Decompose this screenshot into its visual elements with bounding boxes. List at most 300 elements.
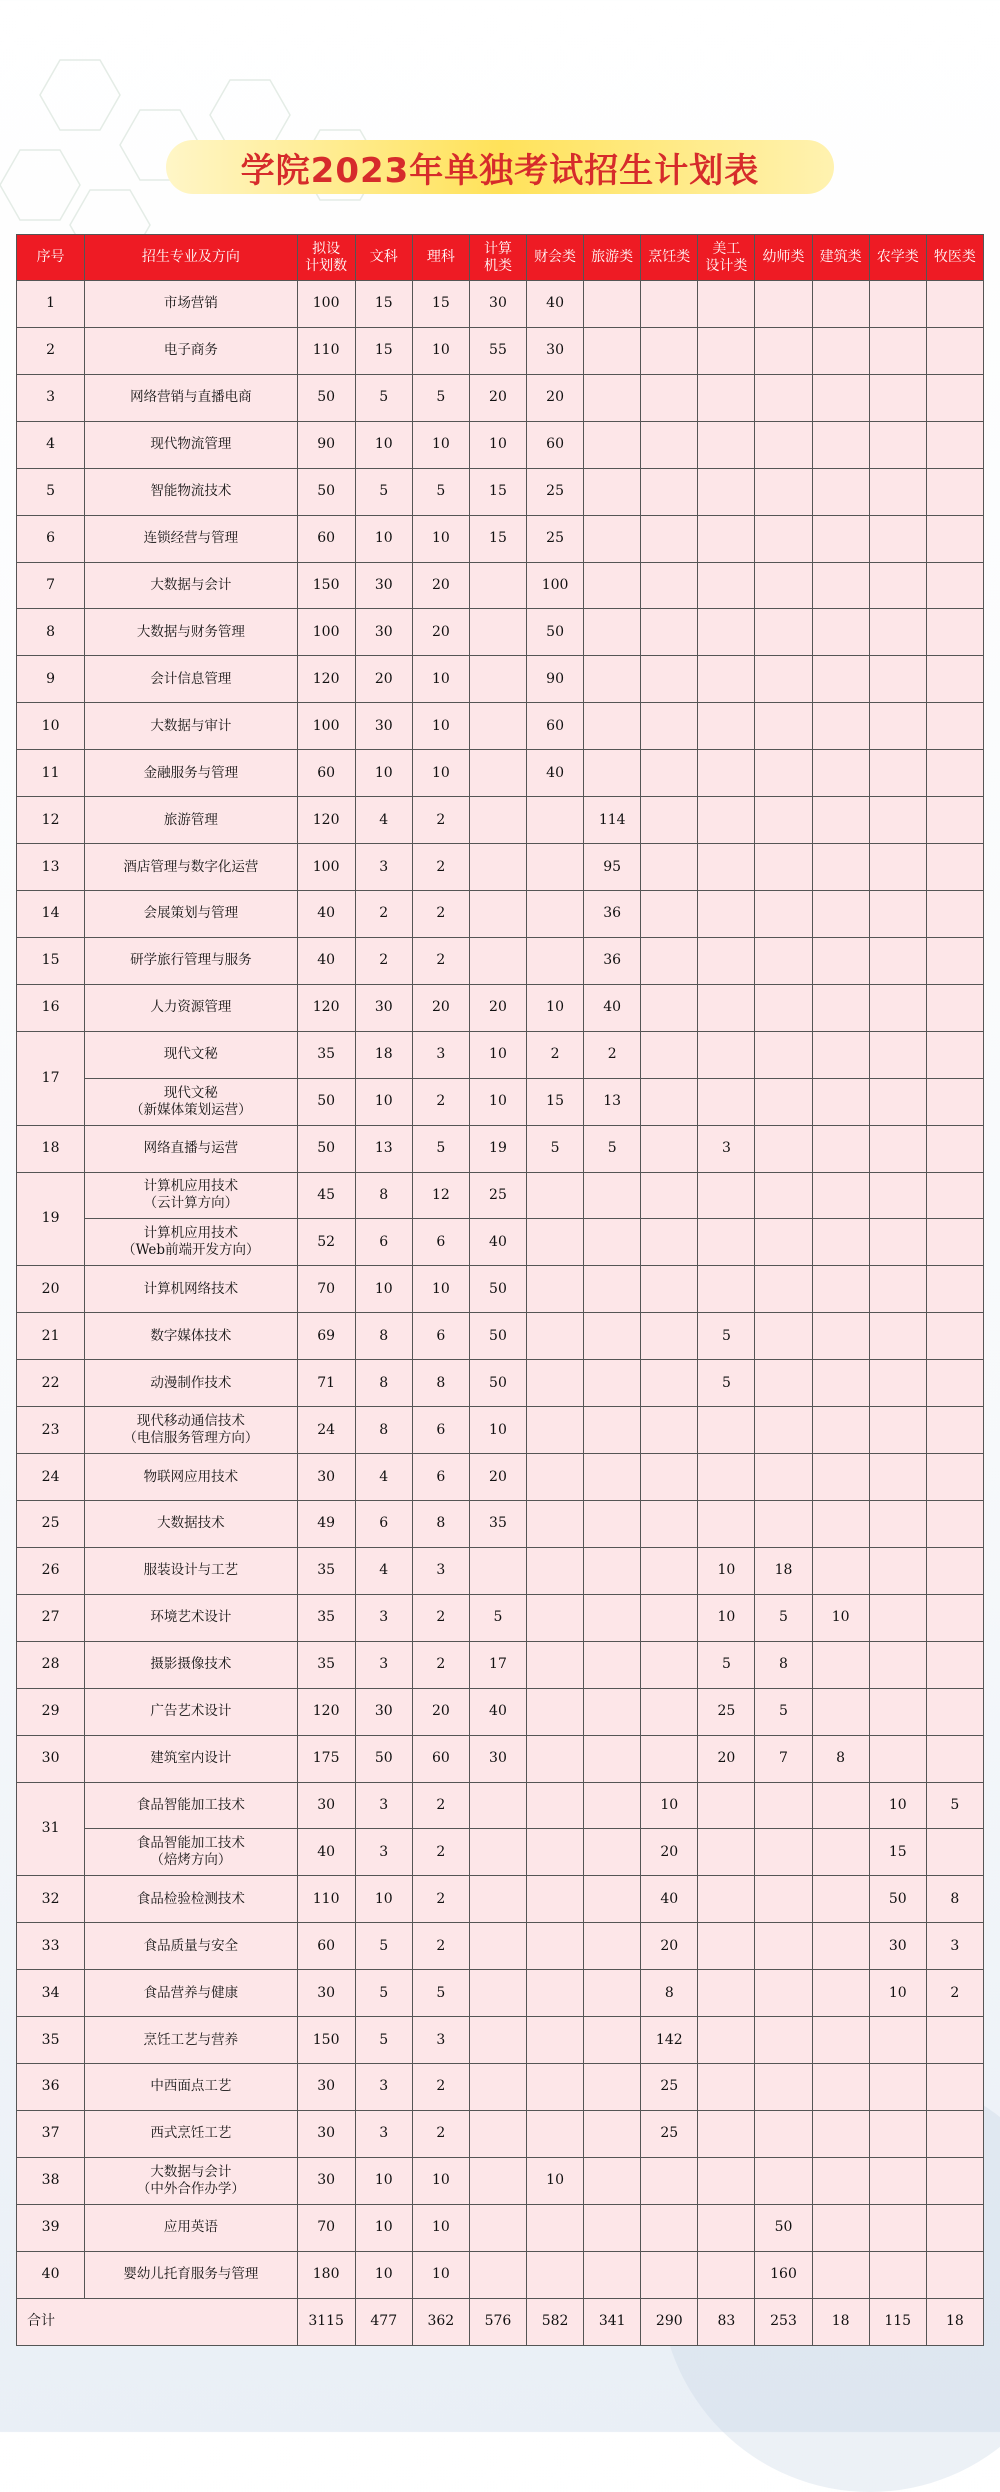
- major-cell: 计算机应用技术 （Web前端开发方向）: [85, 1219, 297, 1266]
- table-row: [17, 374, 984, 421]
- quota-cell: [641, 1266, 698, 1313]
- quota-cell: 10: [355, 2251, 412, 2298]
- quota-cell: 10: [469, 1031, 526, 1078]
- quota-cell: 5: [412, 1125, 469, 1172]
- quota-cell: [926, 1594, 983, 1641]
- quota-cell: [698, 1782, 755, 1829]
- quota-cell: [641, 1500, 698, 1547]
- quota-cell: [812, 281, 869, 328]
- plan-count-cell: 180: [297, 2251, 355, 2298]
- quota-cell: 2: [412, 1923, 469, 1970]
- quota-cell: [527, 2064, 584, 2111]
- quota-cell: [641, 1313, 698, 1360]
- plan-count-cell: 120: [297, 797, 355, 844]
- quota-cell: [641, 1031, 698, 1078]
- quota-cell: [926, 1266, 983, 1313]
- quota-cell: [641, 609, 698, 656]
- quota-cell: [527, 1266, 584, 1313]
- quota-cell: [755, 1125, 812, 1172]
- quota-cell: [469, 797, 526, 844]
- major-cell: 会展策划与管理: [85, 890, 297, 937]
- row-number-cell: 35: [17, 2017, 85, 2064]
- quota-cell: [584, 1829, 641, 1876]
- quota-cell: 10: [869, 1970, 926, 2017]
- quota-cell: [527, 797, 584, 844]
- major-cell: 西式烹饪工艺: [85, 2110, 297, 2157]
- column-header: 拟设 计划数: [297, 235, 355, 281]
- quota-cell: 30: [355, 609, 412, 656]
- row-number-cell: 4: [17, 421, 85, 468]
- table-row: [17, 2251, 984, 2298]
- quota-cell: [812, 2251, 869, 2298]
- row-number-cell: 19: [17, 1172, 85, 1266]
- major-cell: 大数据与审计: [85, 703, 297, 750]
- quota-cell: 3: [355, 1782, 412, 1829]
- quota-cell: [926, 1360, 983, 1407]
- quota-cell: [926, 1547, 983, 1594]
- total-quota-cell: 115: [869, 2298, 926, 2345]
- quota-cell: [755, 844, 812, 891]
- table-header-row: [17, 235, 984, 281]
- row-number-cell: 7: [17, 562, 85, 609]
- quota-cell: [698, 1172, 755, 1219]
- quota-cell: [869, 1500, 926, 1547]
- quota-cell: [584, 1970, 641, 2017]
- quota-cell: [584, 374, 641, 421]
- quota-cell: [527, 1876, 584, 1923]
- quota-cell: [698, 1407, 755, 1454]
- quota-cell: [812, 421, 869, 468]
- row-number-cell: 39: [17, 2204, 85, 2251]
- quota-cell: 10: [412, 421, 469, 468]
- plan-count-cell: 90: [297, 421, 355, 468]
- table-row: [17, 1266, 984, 1313]
- quota-cell: 6: [412, 1407, 469, 1454]
- quota-cell: 10: [355, 750, 412, 797]
- quota-cell: 10: [469, 1407, 526, 1454]
- quota-cell: 100: [527, 562, 584, 609]
- quota-cell: 2: [355, 937, 412, 984]
- quota-cell: 4: [355, 1454, 412, 1501]
- quota-cell: 5: [755, 1688, 812, 1735]
- quota-cell: [527, 1735, 584, 1782]
- row-number-cell: 1: [17, 281, 85, 328]
- quota-cell: [926, 2204, 983, 2251]
- plan-count-cell: 30: [297, 1970, 355, 2017]
- quota-cell: [812, 656, 869, 703]
- quota-cell: 10: [469, 421, 526, 468]
- quota-cell: [812, 1078, 869, 1125]
- quota-cell: 40: [469, 1219, 526, 1266]
- quota-cell: 40: [469, 1688, 526, 1735]
- major-cell: 旅游管理: [85, 797, 297, 844]
- quota-cell: [926, 421, 983, 468]
- quota-cell: [812, 1782, 869, 1829]
- total-plan-cell: 3115: [297, 2298, 355, 2345]
- quota-cell: [869, 2110, 926, 2157]
- quota-cell: [527, 1547, 584, 1594]
- quota-cell: 20: [412, 984, 469, 1031]
- table-row: [17, 703, 984, 750]
- plan-count-cell: 120: [297, 984, 355, 1031]
- quota-cell: 2: [412, 1078, 469, 1125]
- quota-cell: 8: [812, 1735, 869, 1782]
- quota-cell: [698, 2204, 755, 2251]
- table-row: [17, 1547, 984, 1594]
- quota-cell: [469, 1547, 526, 1594]
- quota-cell: [755, 2157, 812, 2204]
- table-row: [17, 1031, 984, 1078]
- major-cell: 现代文秘 （新媒体策划运营）: [85, 1078, 297, 1125]
- quota-cell: [698, 1923, 755, 1970]
- quota-cell: [755, 1219, 812, 1266]
- quota-cell: 10: [869, 1782, 926, 1829]
- quota-cell: [812, 1031, 869, 1078]
- quota-cell: 5: [412, 374, 469, 421]
- major-cell: 网络营销与直播电商: [85, 374, 297, 421]
- quota-cell: 5: [412, 468, 469, 515]
- quota-cell: 5: [355, 1923, 412, 1970]
- table-row: [17, 1360, 984, 1407]
- plan-count-cell: 100: [297, 609, 355, 656]
- row-number-cell: 8: [17, 609, 85, 656]
- quota-cell: 142: [641, 2017, 698, 2064]
- quota-cell: [755, 1500, 812, 1547]
- quota-cell: [584, 2017, 641, 2064]
- quota-cell: [698, 1970, 755, 2017]
- quota-cell: [469, 750, 526, 797]
- quota-cell: [869, 2157, 926, 2204]
- quota-cell: 2: [412, 2110, 469, 2157]
- major-cell: 烹饪工艺与营养: [85, 2017, 297, 2064]
- quota-cell: [869, 703, 926, 750]
- plan-count-cell: 30: [297, 2064, 355, 2111]
- row-number-cell: 20: [17, 1266, 85, 1313]
- quota-cell: [926, 374, 983, 421]
- quota-cell: [869, 1407, 926, 1454]
- quota-cell: [641, 797, 698, 844]
- quota-cell: [812, 1125, 869, 1172]
- quota-cell: [869, 327, 926, 374]
- major-cell: 酒店管理与数字化运营: [85, 844, 297, 891]
- quota-cell: [527, 2017, 584, 2064]
- quota-cell: [698, 562, 755, 609]
- quota-cell: 50: [355, 1735, 412, 1782]
- quota-cell: 20: [469, 984, 526, 1031]
- quota-cell: [812, 2110, 869, 2157]
- quota-cell: [926, 1407, 983, 1454]
- quota-cell: [869, 1547, 926, 1594]
- quota-cell: 5: [469, 1594, 526, 1641]
- table-row: [17, 797, 984, 844]
- quota-cell: [641, 1454, 698, 1501]
- quota-cell: 25: [527, 468, 584, 515]
- quota-cell: 50: [469, 1360, 526, 1407]
- column-header: 文科: [355, 235, 412, 281]
- major-cell: 大数据与会计 （中外合作办学）: [85, 2157, 297, 2204]
- quota-cell: [527, 1407, 584, 1454]
- major-cell: 婴幼儿托育服务与管理: [85, 2251, 297, 2298]
- row-number-cell: 37: [17, 2110, 85, 2157]
- quota-cell: [755, 750, 812, 797]
- plan-count-cell: 71: [297, 1360, 355, 1407]
- quota-cell: [869, 2204, 926, 2251]
- row-number-cell: 15: [17, 937, 85, 984]
- quota-cell: [698, 2157, 755, 2204]
- quota-cell: 10: [641, 1782, 698, 1829]
- quota-cell: [755, 1313, 812, 1360]
- plan-count-cell: 69: [297, 1313, 355, 1360]
- quota-cell: [698, 844, 755, 891]
- quota-cell: 10: [355, 1078, 412, 1125]
- quota-cell: [698, 1219, 755, 1266]
- quota-cell: 5: [355, 468, 412, 515]
- plan-count-cell: 35: [297, 1031, 355, 1078]
- plan-count-cell: 40: [297, 1829, 355, 1876]
- total-row: [17, 2298, 984, 2345]
- table-row: [17, 1313, 984, 1360]
- quota-cell: [926, 1172, 983, 1219]
- quota-cell: 30: [355, 1688, 412, 1735]
- quota-cell: [698, 797, 755, 844]
- quota-cell: 3: [412, 1547, 469, 1594]
- quota-cell: [926, 327, 983, 374]
- quota-cell: [641, 2251, 698, 2298]
- quota-cell: [926, 1125, 983, 1172]
- quota-cell: 10: [812, 1594, 869, 1641]
- quota-cell: [584, 421, 641, 468]
- total-quota-cell: 341: [584, 2298, 641, 2345]
- quota-cell: 35: [469, 1500, 526, 1547]
- quota-cell: 30: [355, 703, 412, 750]
- quota-cell: [755, 374, 812, 421]
- quota-cell: [926, 1454, 983, 1501]
- quota-cell: 17: [469, 1641, 526, 1688]
- quota-cell: 30: [355, 984, 412, 1031]
- quota-cell: 25: [641, 2064, 698, 2111]
- quota-cell: 15: [869, 1829, 926, 1876]
- plan-count-cell: 100: [297, 844, 355, 891]
- quota-cell: 20: [412, 562, 469, 609]
- quota-cell: [755, 984, 812, 1031]
- quota-cell: [869, 656, 926, 703]
- column-header: 招生专业及方向: [85, 235, 297, 281]
- quota-cell: 10: [469, 1078, 526, 1125]
- quota-cell: [469, 2110, 526, 2157]
- major-cell: 现代物流管理: [85, 421, 297, 468]
- quota-cell: 4: [355, 1547, 412, 1594]
- quota-cell: [869, 1641, 926, 1688]
- quota-cell: 18: [755, 1547, 812, 1594]
- quota-cell: [641, 1547, 698, 1594]
- quota-cell: 40: [527, 281, 584, 328]
- title-banner: [166, 140, 834, 194]
- quota-cell: [469, 2017, 526, 2064]
- quota-cell: [869, 750, 926, 797]
- quota-cell: 10: [355, 2204, 412, 2251]
- plan-count-cell: 150: [297, 2017, 355, 2064]
- major-cell: 电子商务: [85, 327, 297, 374]
- plan-count-cell: 100: [297, 281, 355, 328]
- quota-cell: 18: [355, 1031, 412, 1078]
- total-quota-cell: 18: [812, 2298, 869, 2345]
- quota-cell: [812, 984, 869, 1031]
- quota-cell: 20: [412, 609, 469, 656]
- quota-cell: 36: [584, 937, 641, 984]
- quota-cell: 20: [527, 374, 584, 421]
- total-quota-cell: 576: [469, 2298, 526, 2345]
- quota-cell: [755, 609, 812, 656]
- quota-cell: 5: [755, 1594, 812, 1641]
- quota-cell: [812, 2157, 869, 2204]
- quota-cell: [812, 844, 869, 891]
- plan-count-cell: 50: [297, 1078, 355, 1125]
- quota-cell: [469, 1970, 526, 2017]
- quota-cell: 8: [355, 1172, 412, 1219]
- quota-cell: [469, 2251, 526, 2298]
- quota-cell: 15: [355, 327, 412, 374]
- row-number-cell: 10: [17, 703, 85, 750]
- page-title: 学院2023年单独考试招生计划表: [240, 150, 760, 191]
- quota-cell: [869, 797, 926, 844]
- quota-cell: [641, 1360, 698, 1407]
- quota-cell: [584, 2110, 641, 2157]
- quota-cell: [755, 1031, 812, 1078]
- quota-cell: [584, 2204, 641, 2251]
- quota-cell: [698, 1031, 755, 1078]
- quota-cell: [584, 515, 641, 562]
- quota-cell: [469, 2157, 526, 2204]
- column-header: 幼师类: [755, 235, 812, 281]
- quota-cell: 15: [469, 468, 526, 515]
- quota-cell: [584, 2251, 641, 2298]
- major-cell: 食品质量与安全: [85, 1923, 297, 1970]
- major-cell: 食品智能加工技术 （焙烤方向）: [85, 1829, 297, 1876]
- quota-cell: [584, 1641, 641, 1688]
- total-quota-cell: 253: [755, 2298, 812, 2345]
- quota-cell: 30: [469, 281, 526, 328]
- quota-cell: [641, 890, 698, 937]
- quota-cell: 8: [412, 1500, 469, 1547]
- quota-cell: [641, 1735, 698, 1782]
- quota-cell: 2: [926, 1970, 983, 2017]
- quota-cell: 30: [355, 562, 412, 609]
- quota-cell: 25: [641, 2110, 698, 2157]
- major-cell: 食品智能加工技术: [85, 1782, 297, 1829]
- quota-cell: [869, 937, 926, 984]
- quota-cell: [641, 421, 698, 468]
- table-row: [17, 515, 984, 562]
- quota-cell: [698, 937, 755, 984]
- quota-cell: [926, 2110, 983, 2157]
- quota-cell: 10: [412, 2251, 469, 2298]
- major-cell: 物联网应用技术: [85, 1454, 297, 1501]
- quota-cell: 8: [926, 1876, 983, 1923]
- quota-cell: 10: [412, 327, 469, 374]
- table-row: [17, 2110, 984, 2157]
- quota-cell: [812, 2204, 869, 2251]
- quota-cell: 8: [355, 1407, 412, 1454]
- column-header: 农学类: [869, 235, 926, 281]
- quota-cell: [812, 1219, 869, 1266]
- row-number-cell: 33: [17, 1923, 85, 1970]
- quota-cell: 25: [527, 515, 584, 562]
- quota-cell: [584, 1266, 641, 1313]
- quota-cell: [698, 656, 755, 703]
- major-cell: 中西面点工艺: [85, 2064, 297, 2111]
- total-quota-cell: 18: [926, 2298, 983, 2345]
- quota-cell: [926, 2017, 983, 2064]
- quota-cell: 36: [584, 890, 641, 937]
- table-row: [17, 2204, 984, 2251]
- quota-cell: [755, 937, 812, 984]
- row-number-cell: 27: [17, 1594, 85, 1641]
- quota-cell: 10: [355, 515, 412, 562]
- row-number-cell: 26: [17, 1547, 85, 1594]
- quota-cell: [527, 1360, 584, 1407]
- table-row: [17, 1125, 984, 1172]
- quota-cell: [469, 703, 526, 750]
- quota-cell: 10: [412, 656, 469, 703]
- quota-cell: 40: [584, 984, 641, 1031]
- quota-cell: [812, 703, 869, 750]
- quota-cell: [812, 1641, 869, 1688]
- major-cell: 食品营养与健康: [85, 1970, 297, 2017]
- table-row: [17, 1641, 984, 1688]
- quota-cell: [641, 656, 698, 703]
- row-number-cell: 31: [17, 1782, 85, 1876]
- quota-cell: [527, 2204, 584, 2251]
- quota-cell: [869, 2017, 926, 2064]
- plan-count-cell: 24: [297, 1407, 355, 1454]
- table-row: [17, 281, 984, 328]
- table-row: [17, 2064, 984, 2111]
- quota-cell: 8: [355, 1360, 412, 1407]
- quota-cell: 6: [412, 1313, 469, 1360]
- quota-cell: [926, 562, 983, 609]
- row-number-cell: 5: [17, 468, 85, 515]
- quota-cell: [755, 281, 812, 328]
- total-quota-cell: 83: [698, 2298, 755, 2345]
- quota-cell: 5: [584, 1125, 641, 1172]
- quota-cell: 10: [412, 750, 469, 797]
- plan-count-cell: 52: [297, 1219, 355, 1266]
- quota-cell: [812, 1360, 869, 1407]
- quota-cell: [641, 1407, 698, 1454]
- quota-cell: [469, 656, 526, 703]
- quota-cell: 5: [698, 1313, 755, 1360]
- quota-cell: 8: [641, 1970, 698, 2017]
- quota-cell: [698, 890, 755, 937]
- major-cell: 大数据与财务管理: [85, 609, 297, 656]
- quota-cell: 50: [869, 1876, 926, 1923]
- quota-cell: [641, 1219, 698, 1266]
- major-cell: 大数据技术: [85, 1500, 297, 1547]
- quota-cell: [869, 1266, 926, 1313]
- row-number-cell: 11: [17, 750, 85, 797]
- quota-cell: 55: [469, 327, 526, 374]
- quota-cell: 90: [527, 656, 584, 703]
- row-number-cell: 25: [17, 1500, 85, 1547]
- quota-cell: [641, 1078, 698, 1125]
- table-row: [17, 2017, 984, 2064]
- quota-cell: [584, 327, 641, 374]
- total-quota-cell: 362: [412, 2298, 469, 2345]
- table-row: [17, 1876, 984, 1923]
- quota-cell: 13: [355, 1125, 412, 1172]
- quota-cell: [584, 1547, 641, 1594]
- row-number-cell: 38: [17, 2157, 85, 2204]
